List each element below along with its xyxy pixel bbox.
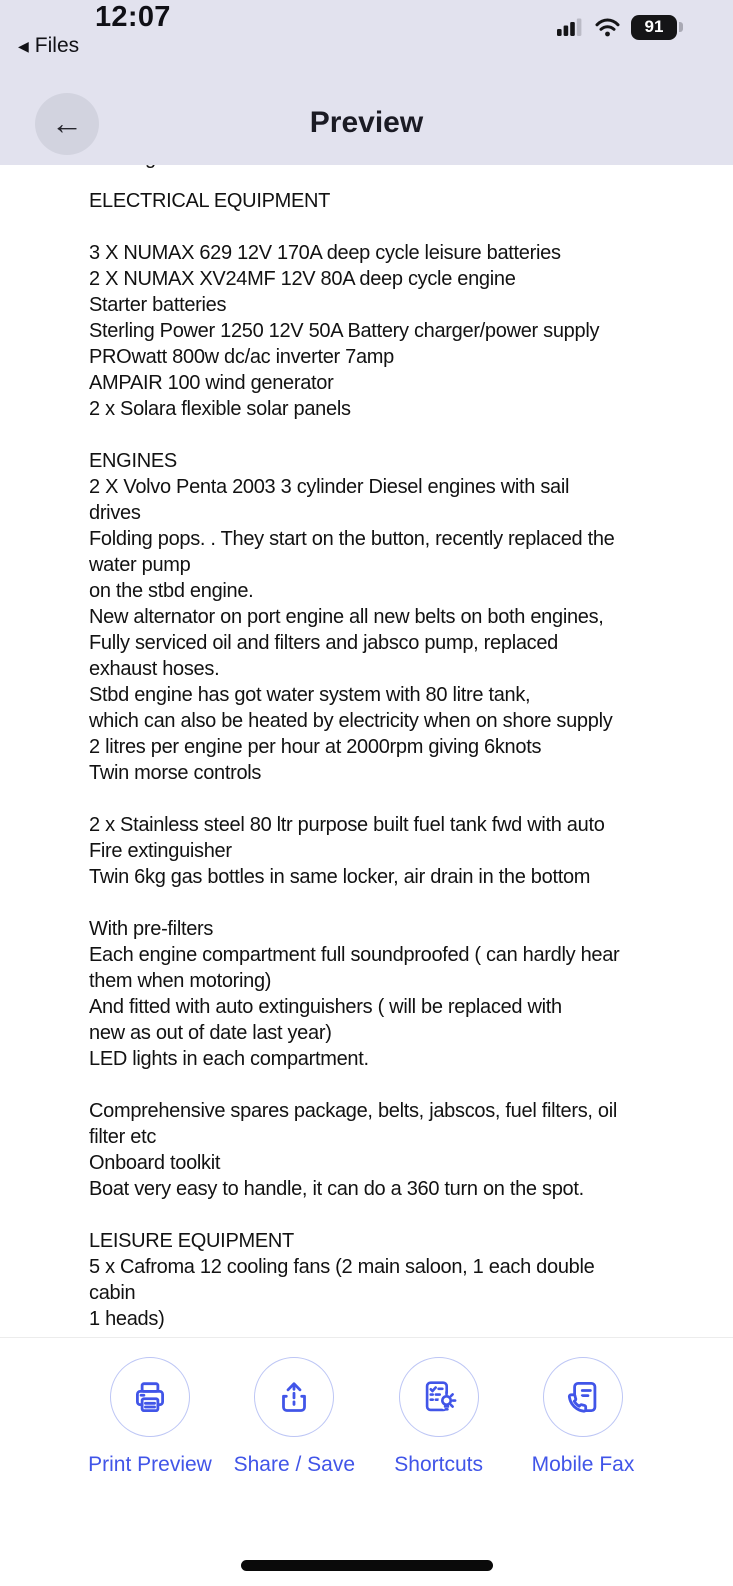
document-line: LEISURE EQUIPMENT [89,1230,294,1252]
document-line: And fitted with auto extinguishers ( will be replaced with [89,996,562,1018]
document-line: on the stbd engine. [89,580,254,602]
document-line: 2 litres per engine per hour at 2000rpm giving 6knots [89,736,542,758]
document-line: cabin [89,1282,136,1304]
document-line: water pump [89,554,191,576]
document-line: Starter batteries [89,294,227,316]
toolbar-buttons-row [78,1357,655,1477]
back-to-files-link[interactable] [18,34,79,58]
bottom-toolbar [0,1337,733,1586]
document-line: filter etc [89,1126,157,1148]
document-line: new as out of date last year) [89,1022,332,1044]
document-line: which can also be heated by electricity when on shore supply [89,710,613,732]
battery-icon [631,15,683,40]
document-line: Sterling Power 1250 12V 50A Battery charger/power supply [89,320,600,342]
document-line [89,422,733,448]
document-line: Twin 6kg gas bottles in same locker, air drain in the bottom [89,866,591,888]
status-and-header-bar [0,0,733,165]
mobile-fax-icon [562,1376,604,1418]
document-line: Stbd engine has got water system with 80 litre tank, [89,684,531,706]
cellular-signal-icon [557,18,584,36]
document-line: Twin morse controls [89,762,262,784]
document-line [89,214,733,240]
document-line: Onboard toolkit [89,1152,221,1174]
document-line: ELECTRICAL EQUIPMENT [89,190,331,212]
document-line: PROwatt 800w dc/ac inverter 7amp [89,346,394,368]
document-line: them when motoring) [89,970,272,992]
shortcuts-label: Shortcuts [394,1453,484,1476]
document-line: 3 X NUMAX 629 12V 170A deep cycle leisure batteries [89,242,561,264]
back-app-label: Files [34,34,80,57]
print-preview-label: Print Preview [88,1453,212,1476]
shortcuts-circle [399,1357,479,1437]
document-line: 5 x Cafroma 12 cooling fans (2 main saloon, 1 each double [89,1256,595,1278]
print-preview-circle [110,1357,190,1437]
document-line: New alternator on port engine all new belts on both engines, [89,606,604,628]
printer-icon [129,1376,171,1418]
document-line: exhaust hoses. [89,658,220,680]
home-indicator[interactable] [241,1560,493,1571]
arrow-left-icon: ← [51,104,83,141]
document-line [89,890,733,916]
document-line: 2 X NUMAX XV24MF 12V 80A deep cycle engine [89,268,516,290]
document-line: Boat very easy to handle, it can do a 360 turn on the spot. [89,1178,584,1200]
wifi-icon [595,18,620,37]
print-preview-button[interactable] [78,1357,222,1477]
battery-percent: 91 [631,15,677,40]
document-line [89,786,733,812]
shortcuts-button[interactable] [367,1357,511,1477]
document-line: Folding pops. . They start on the button, recently replaced the [89,528,615,550]
share-save-button[interactable] [222,1357,366,1477]
mobile-fax-button[interactable] [511,1357,655,1477]
mobile-fax-circle [543,1357,623,1437]
document-line [89,1072,733,1098]
share-save-label: Share / Save [233,1453,356,1476]
document-line: Fully serviced oil and filters and jabsco pump, replaced [89,632,559,654]
share-icon [273,1376,315,1418]
document-line: drives [89,502,141,524]
document-line: Fire extinguisher [89,840,232,862]
document-line: 2 x Stainless steel 80 ltr purpose built fuel tank fwd with auto [89,814,605,836]
document-line: 2 X Volvo Penta 2003 3 cylinder Diesel engines with sail [89,476,570,498]
mobile-fax-label: Mobile Fax [531,1453,635,1476]
shortcuts-icon [418,1376,460,1418]
back-triangle-icon: ◀ [18,38,29,54]
document-line: AMPAIR 100 wind generator [89,372,334,394]
document-preview[interactable] [0,165,733,1337]
status-time: 12:07 [95,1,171,33]
document-line: ENGINES [89,450,177,472]
page-title: Preview [309,106,424,139]
document-line [89,1202,733,1228]
clipped-text-line [89,165,733,179]
status-icons [557,13,683,41]
document-line: 2 x Solara flexible solar panels [89,398,351,420]
share-save-circle [254,1357,334,1437]
battery-nub [679,22,683,32]
document-line: LED lights in each compartment. [89,1048,369,1070]
document-line: Each engine compartment full soundproofed ( can hardly hear [89,944,620,966]
document-line: 1 heads) [89,1308,165,1330]
document-line: With pre-filters [89,918,214,940]
document-line: Comprehensive spares package, belts, jabscos, fuel filters, oil [89,1100,618,1122]
document-lines [89,188,733,1332]
